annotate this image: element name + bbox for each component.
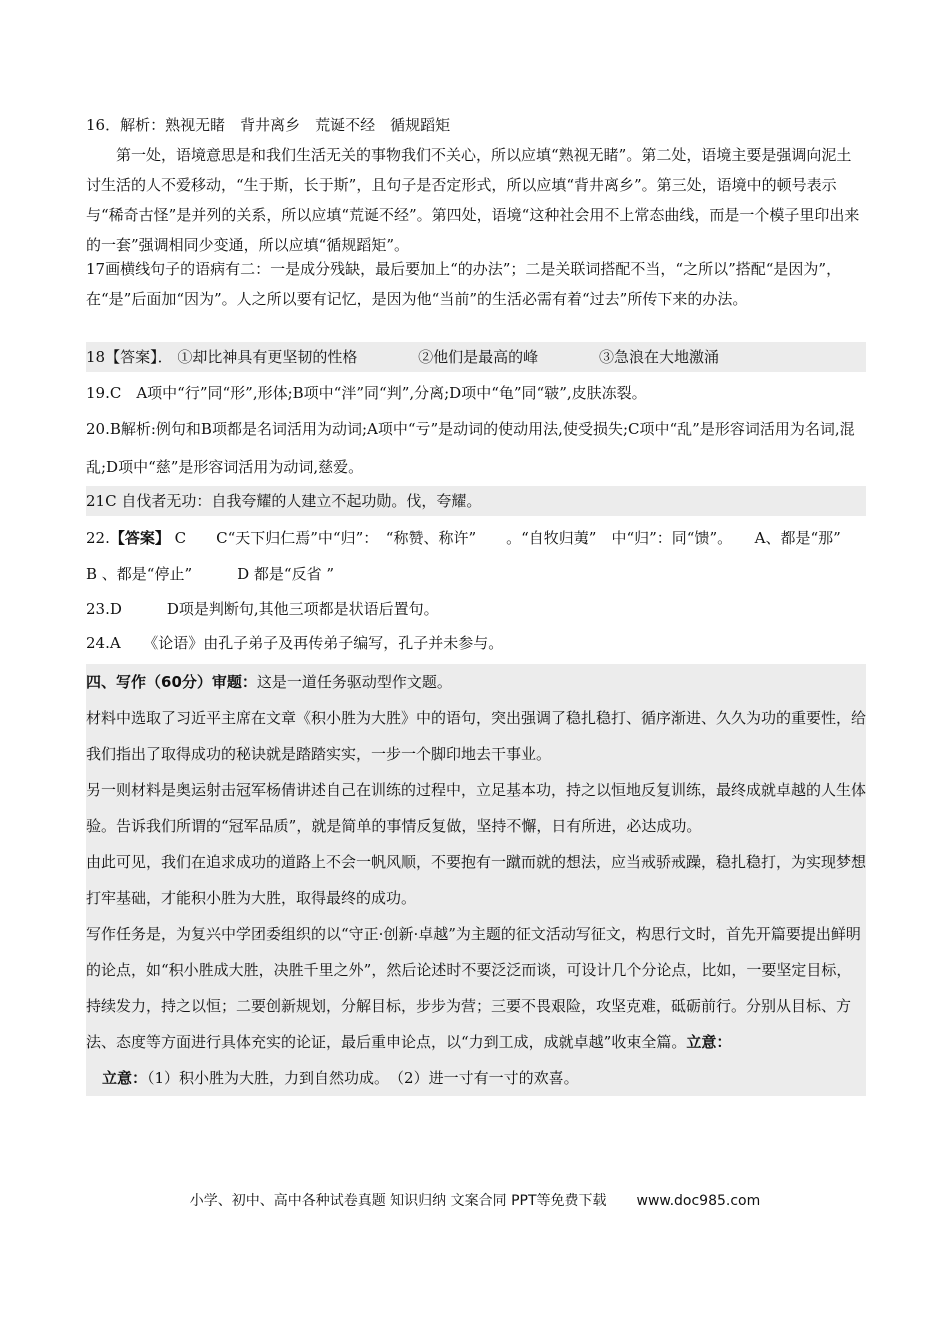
- q22-tag: 【答案】: [109, 529, 170, 547]
- q18-answer: [86, 342, 866, 372]
- footer-url[interactable]: www.doc985.com: [636, 1193, 761, 1209]
- writing-paragraph-4: [86, 916, 866, 1060]
- q22-answer: [86, 520, 871, 592]
- footer-text: 小学、初中、高中各种试卷真题 知识归纳 文案合同 PPT等免费下载: [189, 1193, 607, 1209]
- q20-answer: 20.B解析:例句和B项都是名词活用为动词;A项中“亏”是动词的使动用法,使受损失;C项中“乱”是形容词活用为名词,混乱;D项中“慈”是形容词活用为动词,慈爱。: [86, 420, 855, 476]
- q17-answer: 17画横线句子的语病有二：一是成分残缺，最后要加上“的办法”；二是关联词搭配不当，“之所以”搭配“是因为”，在“是”后面加“因为”。人之所以要有记忆，是因为他“当前”的生活必需有着“过去”所传下来的办法。: [86, 260, 842, 308]
- writing-lyi-inline: 立意：: [686, 1033, 732, 1051]
- q18-item-2: ②他们是最高的峰: [418, 348, 539, 366]
- writing-lyi: [86, 1060, 866, 1096]
- q23-answer: 23.D D项是判断句,其他三项都是状语后置句。: [86, 600, 439, 618]
- q24-answer: 24.A 《论语》由孔子弟子及再传弟子编写，孔子并未参与。: [86, 634, 504, 652]
- q16-heading: 16．解析：熟视无睹 背井离乡 荒诞不经 循规蹈矩: [86, 116, 451, 134]
- writing-title: [86, 664, 866, 700]
- q22-number: 22.: [86, 529, 110, 547]
- writing-paragraph-2: 另一则材料是奥运射击冠军杨倩讲述自己在训练的过程中，立足基本功，持之以恒地反复训练，最终成就卓越的人生体验。告诉我们所谓的“冠军品质”，就是简单的事情反复做，坚持不懈，日有所进，必达成功。: [86, 781, 867, 835]
- writing-paragraph-3: 由此可见，我们在追求成功的道路上不会一帆风顺，不要抱有一蹴而就的想法，应当戒骄戒躁，稳扎稳打，为实现梦想打牢基础，才能积小胜为大胜，取得最终的成功。: [86, 853, 867, 907]
- writing-lyi-text: （1）积小胜为大胜，力到自然功成。 （2）进一寸有一寸的欢喜。: [147, 1069, 579, 1087]
- q22-text: C C“天下归仁焉”中“归”： “称赞、称许” 。“自牧归荑” 中“归”：同“馈”。 A、都是“那” B 、都是“停止” D 都是“反省 ”: [86, 529, 871, 583]
- writing-lyi-label: 立意：: [102, 1069, 148, 1087]
- writing-paragraph-1: 材料中选取了习近平主席在文章《积小胜为大胜》中的语句，突出强调了稳扎稳打、循序渐进、久久为功的重要性，给我们指出了取得成功的秘诀就是踏踏实实，一步一个脚印地去干事业。: [86, 709, 867, 763]
- q18-item-3: ③急浪在大地激涌: [598, 348, 719, 366]
- writing-section: [86, 664, 866, 1096]
- q19-answer: 19.C A项中“行”同“形”,形体;B项中“泮”同“判”,分离;D项中“龟”同“皲”,皮肤冻裂。: [86, 384, 647, 402]
- q16-analysis: 第一处，语境意思是和我们生活无关的事物我们不关心，所以应填“熟视无睹”。第二处，语境主要是强调向泥土讨生活的人不爱移动，“生于斯，长于斯”，且句子是否定形式，所以应填“背井离乡”。第三处，语境中的顿号表示与“稀奇古怪”是并列的关系，所以应填“荒诞不经”。第四处，语境“这种社会用不上常态曲线，而是一个模子里印出来的一套”强调相同少变通，所以应填“循规蹈矩”。: [86, 146, 860, 254]
- writing-title-rest: 这是一道任务驱动型作文题。: [256, 673, 452, 691]
- q18-label: 18【答案】．: [86, 348, 173, 366]
- writing-title-bold: 四、写作（60分）审题：: [86, 673, 257, 691]
- page-footer: [0, 1190, 950, 1210]
- writing-task: 写作任务是，为复兴中学团委组织的以“守正·创新·卓越”为主题的征文活动写征文，构思行文时，首先开篇要提出鲜明的论点，如“积小胜成大胜，决胜千里之外”，然后论述时不要泛泛而谈，可设计几个分论点，比如，一要坚定目标，持续发力，持之以恒；二要创新规划，分解目标，步步为营；三要不畏艰险，攻坚克难，砥砺前行。分别从目标、方法、态度等方面进行具体充实的论证，最后重申论点，以“力到工成，成就卓越”收束全篇。: [86, 925, 861, 1051]
- q21-answer: 21C 自伐者无功：自我夸耀的人建立不起功勋。伐，夸耀。: [86, 486, 866, 516]
- q18-item-1: ①却比神具有更坚韧的性格: [177, 348, 358, 366]
